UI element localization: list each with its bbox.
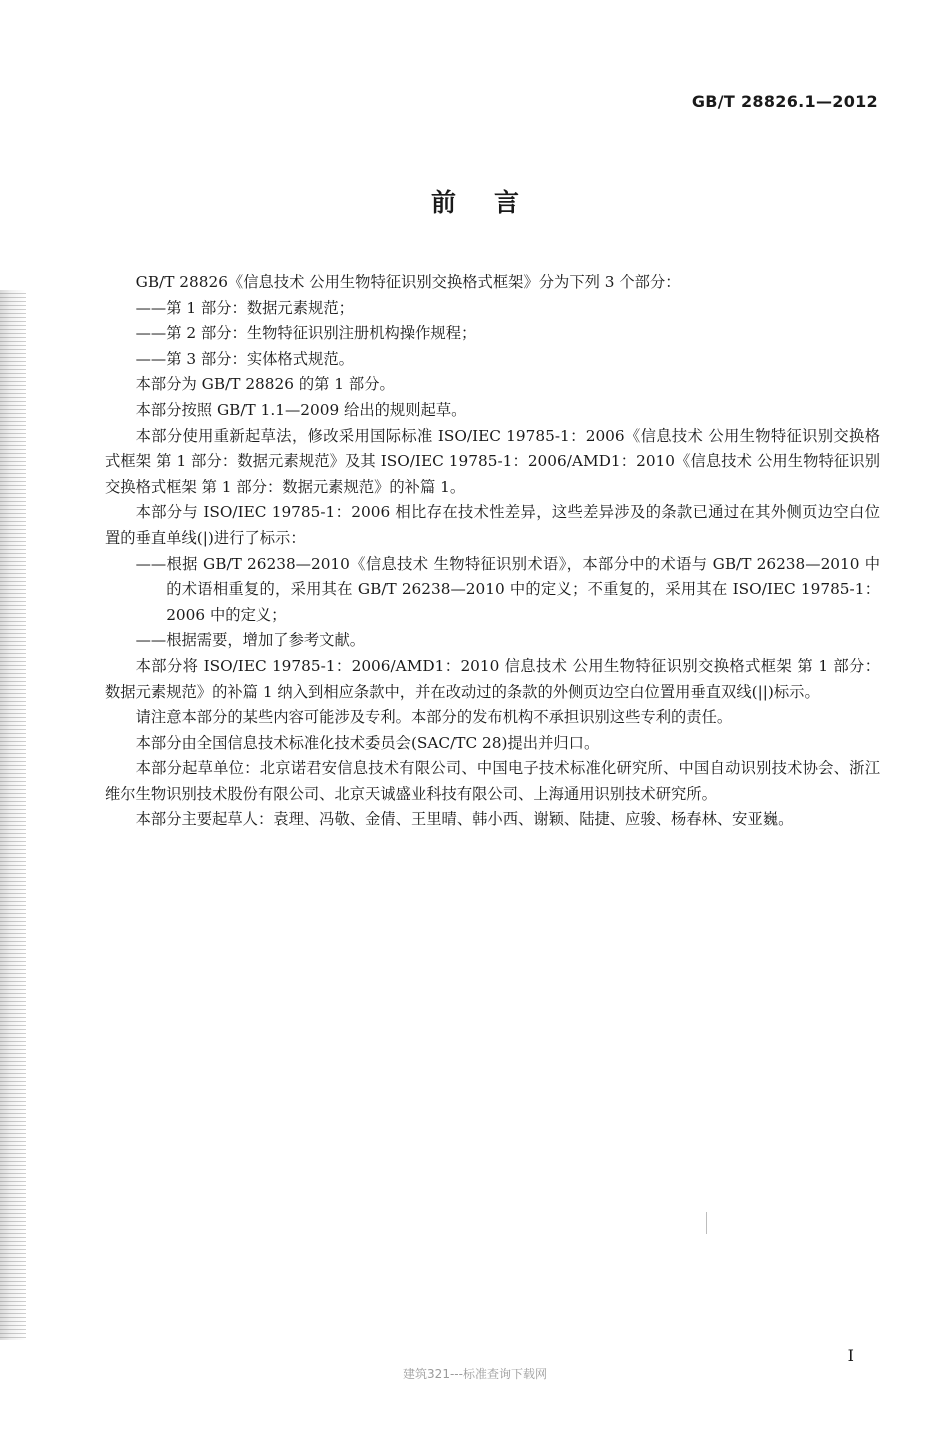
paragraph-this-part: 本部分为 GB/T 28826 的第 1 部分。 xyxy=(135,375,395,394)
paragraph-differences: 本部分与 ISO/IEC 19785-1：2006 相比存在技术性差异，这些差异涉及的条款已通过在其外侧页边空白位置的垂直单线(|)进行了标示： xyxy=(105,503,880,547)
paragraph-drafting-units: 本部分起草单位：北京诺君安信息技术有限公司、中国电子技术标准化研究所、中国自动识别技术协会、浙江维尔生物识别技术股份有限公司、北京天诚盛业科技有限公司、上海通用识别技术研究所。 xyxy=(105,759,880,803)
page-title: 前言 xyxy=(430,188,557,217)
list-item-part3: ——第 3 部分：实体格式规范。 xyxy=(135,349,354,368)
paragraph-patent: 请注意本部分的某些内容可能涉及专利。本部分的发布机构不承担识别这些专利的责任。 xyxy=(135,708,733,727)
list-item-part1: ——第 1 部分：数据元素规范； xyxy=(135,298,354,317)
scan-edge-artifact xyxy=(0,290,26,1340)
paragraph-drafting-rules: 本部分按照 GB/T 1.1—2009 给出的规则起草。 xyxy=(135,400,467,419)
page-number: I xyxy=(847,1346,854,1365)
footer-watermark: 建筑321---标准查询下载网 xyxy=(403,1367,547,1381)
paragraph-amendment: 本部分将 ISO/IEC 19785-1：2006/AMD1：2010 信息技术 公用生物特征识别交换格式框架 第 1 部分：数据元素规范》的补篇 1 纳入到相应条款中，并在改动过的条款的外侧页边空白位置用垂直双线(||)标示。 xyxy=(105,656,880,701)
list-item-part2: ——第 2 部分：生物特征识别注册机构操作规程； xyxy=(135,324,477,343)
preface-body xyxy=(105,270,880,833)
paragraph-drafters: 本部分主要起草人：袁理、冯敬、金倩、王里晴、韩小西、谢颖、陆捷、应骏、杨春林、安亚巍。 xyxy=(135,810,794,829)
list-item-difference-1: ——根据 GB/T 26238—2010《信息技术 生物特征识别术语》，本部分中的术语与 GB/T 26238—2010 中的术语相重复的，采用其在 GB/T 26238—2010 中的定义；不重复的，采用其在 ISO/IEC 19785-1：2006 中的定义； xyxy=(135,554,880,624)
paragraph-method: 本部分使用重新起草法，修改采用国际标准 ISO/IEC 19785-1：2006《信息技术 公用生物特征识别交换格式框架 第 1 部分：数据元素规范》及其 ISO/IEC 19785-1：2006/AMD1：2010《信息技术 公用生物特征识别交换格式框架 第 1 部分：数据元素规范》的补篇 1。 xyxy=(105,426,880,496)
list-item-difference-2: ——根据需要，增加了参考文献。 xyxy=(135,631,366,650)
standard-number: GB/T 28826.1—2012 xyxy=(691,92,878,111)
paragraph-intro: GB/T 28826《信息技术 公用生物特征识别交换格式框架》分为下列 3 个部分： xyxy=(135,273,681,291)
paragraph-proposed-by: 本部分由全国信息技术标准化技术委员会(SAC/TC 28)提出并归口。 xyxy=(135,733,600,752)
scan-mark xyxy=(706,1212,707,1234)
